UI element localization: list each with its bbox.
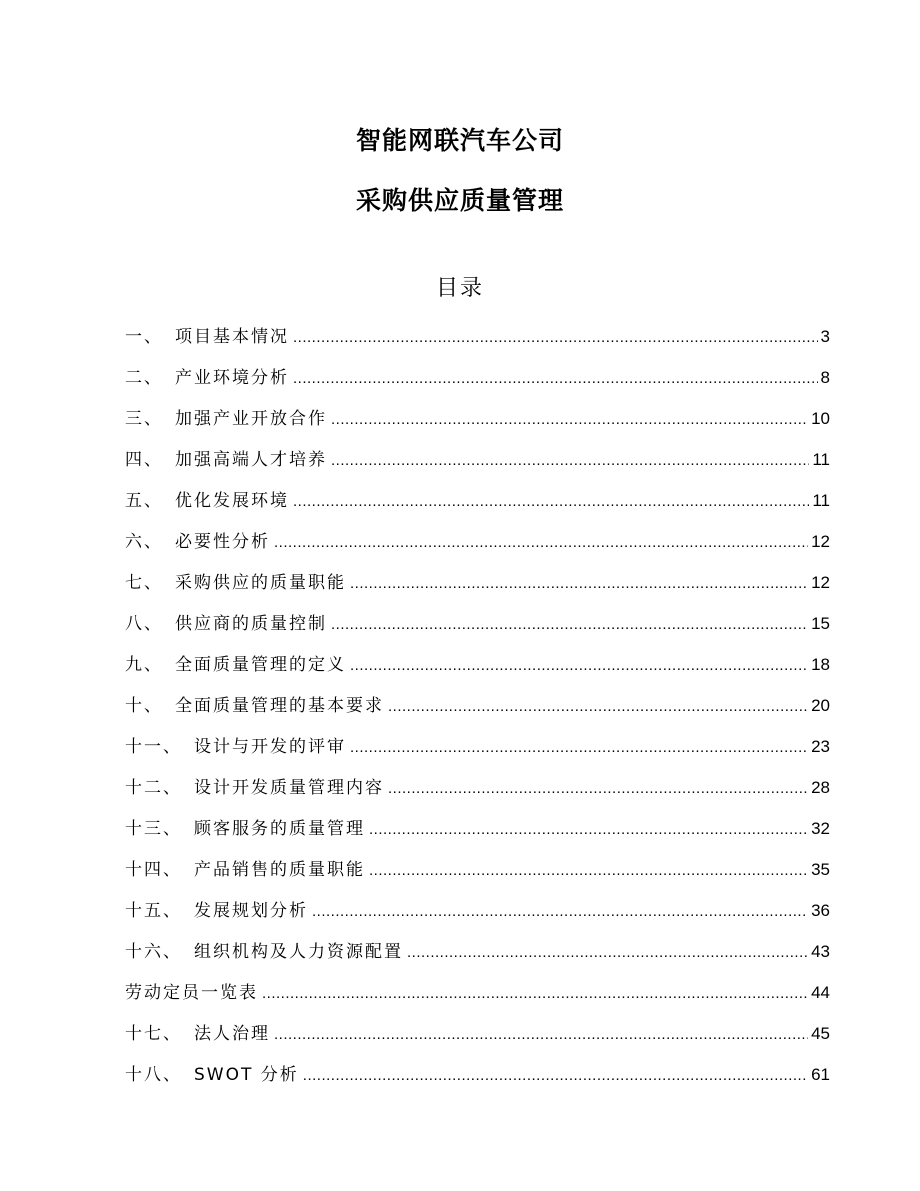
toc-entry-page-number: 35	[811, 860, 830, 879]
toc-entry-number: 十一、	[125, 737, 182, 757]
toc-entry-number: 三、	[125, 409, 163, 429]
toc-dot-leader	[407, 936, 808, 970]
toc-entry-number: 十八、	[125, 1065, 182, 1085]
toc-entry[interactable]	[125, 771, 830, 812]
toc-dot-leader	[350, 567, 808, 601]
toc-dot-leader	[274, 526, 808, 560]
toc-entry[interactable]	[125, 607, 830, 648]
toc-entry-number: 十三、	[125, 819, 182, 839]
toc-entry-title: 供应商的质量控制	[175, 614, 327, 634]
toc-entry-title: 加强产业开放合作	[175, 409, 327, 429]
toc-dot-leader	[262, 977, 808, 1011]
toc-entry[interactable]	[125, 320, 830, 361]
document-title-subject: 采购供应质量管理	[355, 186, 564, 215]
toc-dot-leader	[350, 649, 808, 683]
toc-entry[interactable]	[125, 566, 830, 607]
toc-dot-leader	[331, 608, 808, 642]
toc-entry-title: 必要性分析	[175, 532, 270, 552]
toc-entry[interactable]	[125, 525, 830, 566]
toc-entry-page-number: 10	[811, 409, 830, 428]
toc-entry-page-number: 32	[811, 819, 830, 838]
toc-entry-title: 项目基本情况	[175, 327, 289, 347]
toc-dot-leader	[369, 854, 808, 888]
toc-entry-title: 发展规划分析	[194, 901, 308, 921]
toc-entry-number: 六、	[125, 532, 163, 552]
toc-entry-title: 设计与开发的评审	[194, 737, 346, 757]
toc-entry-page-number: 44	[811, 983, 830, 1002]
toc-entry-page-number: 28	[811, 778, 830, 797]
toc-entry-page-number: 36	[811, 901, 830, 920]
toc-dot-leader	[388, 690, 808, 724]
toc-entry-page-number: 45	[811, 1024, 830, 1043]
toc-dot-leader	[331, 403, 808, 437]
toc-entry-page-number: 61	[811, 1065, 830, 1084]
toc-entry[interactable]	[125, 648, 830, 689]
toc-entry-number: 七、	[125, 573, 163, 593]
toc-entry[interactable]	[125, 853, 830, 894]
toc-entry-page-number: 11	[812, 491, 830, 510]
toc-entry[interactable]	[125, 812, 830, 853]
toc-entry-page-number: 11	[812, 450, 830, 469]
toc-entry-title: 顾客服务的质量管理	[194, 819, 365, 839]
toc-entry-page-number: 23	[811, 737, 830, 756]
document-title-company: 智能网联汽车公司	[355, 126, 564, 155]
toc-entry[interactable]	[125, 935, 830, 976]
toc-entry-page-number: 43	[811, 942, 830, 961]
toc-entry-page-number: 15	[811, 614, 830, 633]
toc-entry-title: 法人治理	[194, 1024, 270, 1044]
toc-entry[interactable]	[125, 1058, 830, 1099]
toc-dot-leader	[312, 895, 808, 929]
toc-entry-page-number: 20	[811, 696, 830, 715]
toc-entry-title: 加强高端人才培养	[175, 450, 327, 470]
toc-dot-leader	[388, 772, 808, 806]
toc-entry-number: 二、	[125, 368, 163, 388]
toc-entry[interactable]	[125, 689, 830, 730]
toc-entry[interactable]	[125, 1017, 830, 1058]
toc-entry-title: 劳动定员一览表	[125, 983, 258, 1003]
toc-entry-number: 十七、	[125, 1024, 182, 1044]
toc-entry-title: 全面质量管理的定义	[175, 655, 346, 675]
toc-entry-number: 八、	[125, 614, 163, 634]
toc-dot-leader	[331, 444, 809, 478]
toc-entry-title: 产业环境分析	[175, 368, 289, 388]
table-of-contents	[125, 320, 830, 1099]
toc-entry-number: 五、	[125, 491, 163, 511]
toc-dot-leader	[293, 485, 809, 519]
toc-entry[interactable]	[125, 361, 830, 402]
toc-entry-number: 一、	[125, 327, 163, 347]
toc-entry-title: 采购供应的质量职能	[175, 573, 346, 593]
toc-entry-number: 四、	[125, 450, 163, 470]
toc-entry[interactable]	[125, 443, 830, 484]
toc-entry-title: SWOT 分析	[194, 1065, 299, 1085]
toc-entry-page-number: 12	[811, 532, 830, 551]
toc-entry-number: 十二、	[125, 778, 182, 798]
toc-entry[interactable]	[125, 402, 830, 443]
toc-entry-page-number: 12	[811, 573, 830, 592]
toc-entry[interactable]	[125, 976, 830, 1017]
toc-entry-title: 优化发展环境	[175, 491, 289, 511]
toc-entry[interactable]	[125, 484, 830, 525]
toc-entry-title: 产品销售的质量职能	[194, 860, 365, 880]
toc-entry-number: 九、	[125, 655, 163, 675]
toc-entry[interactable]	[125, 730, 830, 771]
toc-entry-page-number: 8	[820, 368, 830, 387]
toc-dot-leader	[293, 362, 818, 396]
toc-entry-number: 十、	[125, 696, 163, 716]
toc-entry-number: 十五、	[125, 901, 182, 921]
toc-entry-number: 十四、	[125, 860, 182, 880]
toc-entry-number: 十六、	[125, 942, 182, 962]
toc-entry-title: 全面质量管理的基本要求	[175, 696, 384, 716]
toc-dot-leader	[293, 321, 818, 355]
toc-entry-page-number: 3	[820, 327, 830, 346]
toc-entry-title: 设计开发质量管理内容	[194, 778, 384, 798]
toc-entry[interactable]	[125, 894, 830, 935]
toc-entry-title: 组织机构及人力资源配置	[194, 942, 403, 962]
toc-dot-leader	[303, 1059, 808, 1093]
toc-dot-leader	[369, 813, 808, 847]
toc-dot-leader	[274, 1018, 808, 1052]
toc-heading: 目录	[435, 276, 484, 301]
toc-entry-page-number: 18	[811, 655, 830, 674]
toc-dot-leader	[350, 731, 808, 765]
